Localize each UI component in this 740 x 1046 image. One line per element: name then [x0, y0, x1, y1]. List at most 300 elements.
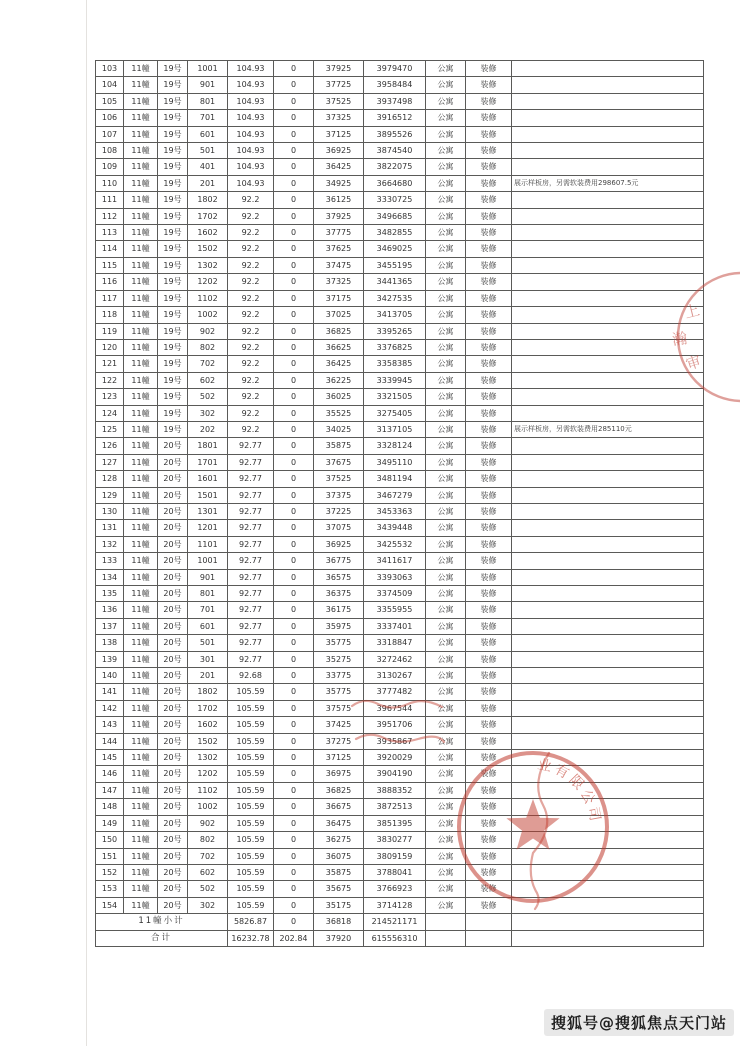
table-row: [96, 766, 704, 782]
cell-use: 公寓: [426, 61, 466, 77]
cell-building: 11幢: [124, 274, 158, 290]
cell-price: 36275: [314, 832, 364, 848]
cell-total: 3441365: [364, 274, 426, 290]
cell-note: [512, 323, 704, 339]
table-row: [96, 700, 704, 716]
cell-note: [512, 832, 704, 848]
cell-building: 11幢: [124, 618, 158, 634]
cell-price: 37725: [314, 77, 364, 93]
cell-note: [512, 339, 704, 355]
cell-price: 36025: [314, 389, 364, 405]
cell: 36818: [314, 914, 364, 930]
cell-room: 301: [188, 651, 228, 667]
cell-total: 3393063: [364, 569, 426, 585]
cell-room: 1002: [188, 799, 228, 815]
cell-total: 3967544: [364, 700, 426, 716]
cell-unit: 20号: [158, 881, 188, 897]
cell-price: 37675: [314, 454, 364, 470]
cell-zero: 0: [274, 536, 314, 552]
cell-use: 公寓: [426, 503, 466, 519]
cell-total: 3809159: [364, 848, 426, 864]
cell-zero: 0: [274, 832, 314, 848]
cell-zero: 0: [274, 799, 314, 815]
cell-no: 110: [96, 175, 124, 191]
cell-note: [512, 192, 704, 208]
cell-room: 502: [188, 389, 228, 405]
cell-unit: 20号: [158, 569, 188, 585]
cell-no: 136: [96, 602, 124, 618]
cell-area: 92.77: [228, 536, 274, 552]
scan-edge-line: [86, 0, 87, 1046]
cell-area: 105.59: [228, 799, 274, 815]
cell: 5826.87: [228, 914, 274, 930]
cell-total: 3777482: [364, 684, 426, 700]
cell-no: 146: [96, 766, 124, 782]
cell-zero: 0: [274, 635, 314, 651]
cell-price: 36125: [314, 192, 364, 208]
cell-price: 35175: [314, 897, 364, 913]
cell-area: 92.2: [228, 274, 274, 290]
cell-room: 1501: [188, 487, 228, 503]
cell-fit: 装修: [466, 536, 512, 552]
cell-area: 92.2: [228, 225, 274, 241]
cell-room: 602: [188, 372, 228, 388]
cell-price: 35525: [314, 405, 364, 421]
cell-no: 140: [96, 668, 124, 684]
cell-area: 92.77: [228, 487, 274, 503]
cell-building: 11幢: [124, 503, 158, 519]
cell-zero: 0: [274, 766, 314, 782]
cell-room: 1502: [188, 733, 228, 749]
cell-price: 37525: [314, 471, 364, 487]
cell-price: 37225: [314, 503, 364, 519]
cell-area: 92.2: [228, 290, 274, 306]
cell-price: 37475: [314, 257, 364, 273]
cell-total: 3951706: [364, 717, 426, 733]
cell-building: 11幢: [124, 454, 158, 470]
cell-room: 1702: [188, 700, 228, 716]
cell-room: 1802: [188, 684, 228, 700]
cell-total: 3339945: [364, 372, 426, 388]
cell-note: [512, 389, 704, 405]
subtotal-row: [96, 914, 704, 930]
cell-zero: 0: [274, 356, 314, 372]
cell-no: 150: [96, 832, 124, 848]
cell-room: 601: [188, 126, 228, 142]
cell-price: 35675: [314, 881, 364, 897]
cell-fit: 装修: [466, 487, 512, 503]
cell: 11幢小计: [96, 914, 228, 930]
cell-no: 152: [96, 864, 124, 880]
cell-use: 公寓: [426, 225, 466, 241]
cell-zero: 0: [274, 405, 314, 421]
cell-note: [512, 602, 704, 618]
cell-no: 144: [96, 733, 124, 749]
cell-no: 121: [96, 356, 124, 372]
cell-note: [512, 586, 704, 602]
cell-note: [512, 717, 704, 733]
cell-area: 104.93: [228, 175, 274, 191]
cell-unit: 19号: [158, 208, 188, 224]
cell-price: 37325: [314, 274, 364, 290]
cell-fit: 装修: [466, 569, 512, 585]
cell-price: 37125: [314, 126, 364, 142]
cell-fit: 装修: [466, 684, 512, 700]
cell-fit: 装修: [466, 77, 512, 93]
cell-fit: 装修: [466, 700, 512, 716]
cell-total: 3355955: [364, 602, 426, 618]
cell-building: 11幢: [124, 159, 158, 175]
cell-area: 92.77: [228, 553, 274, 569]
cell-zero: 0: [274, 487, 314, 503]
cell-unit: 20号: [158, 684, 188, 700]
cell-zero: 0: [274, 750, 314, 766]
cell-no: 143: [96, 717, 124, 733]
cell-note: [512, 684, 704, 700]
cell-total: 3496685: [364, 208, 426, 224]
cell-fit: 装修: [466, 635, 512, 651]
cell-note: [512, 864, 704, 880]
cell-use: 公寓: [426, 750, 466, 766]
cell-note: [512, 799, 704, 815]
cell-total: 3374509: [364, 586, 426, 602]
cell-note: [512, 750, 704, 766]
cell-total: 3766923: [364, 881, 426, 897]
cell-price: 37275: [314, 733, 364, 749]
cell-unit: 20号: [158, 618, 188, 634]
cell-fit: 装修: [466, 143, 512, 159]
cell-room: 1302: [188, 750, 228, 766]
cell-zero: 0: [274, 569, 314, 585]
cell-unit: 20号: [158, 864, 188, 880]
table-row: [96, 208, 704, 224]
cell-unit: 20号: [158, 536, 188, 552]
cell-zero: 0: [274, 618, 314, 634]
cell-use: 公寓: [426, 536, 466, 552]
cell-zero: 0: [274, 110, 314, 126]
cell-price: 37575: [314, 700, 364, 716]
price-table-body: [96, 61, 704, 947]
cell-total: 3469025: [364, 241, 426, 257]
cell-room: 1302: [188, 257, 228, 273]
cell-use: 公寓: [426, 274, 466, 290]
table-row: [96, 848, 704, 864]
cell-building: 11幢: [124, 389, 158, 405]
cell-no: 137: [96, 618, 124, 634]
cell-zero: 0: [274, 586, 314, 602]
cell-area: 92.2: [228, 389, 274, 405]
cell-use: 公寓: [426, 782, 466, 798]
cell-use: 公寓: [426, 290, 466, 306]
cell-fit: 装修: [466, 618, 512, 634]
table-row: [96, 503, 704, 519]
cell-price: 36775: [314, 553, 364, 569]
cell-total: 3411617: [364, 553, 426, 569]
cell-building: 11幢: [124, 832, 158, 848]
table-row: [96, 110, 704, 126]
cell-area: 105.59: [228, 750, 274, 766]
cell-no: 109: [96, 159, 124, 175]
cell-no: 107: [96, 126, 124, 142]
cell-building: 11幢: [124, 61, 158, 77]
cell-unit: 19号: [158, 61, 188, 77]
cell-unit: 20号: [158, 520, 188, 536]
cell-room: 302: [188, 897, 228, 913]
cell-total: 3664680: [364, 175, 426, 191]
cell-fit: 装修: [466, 651, 512, 667]
cell-use: 公寓: [426, 241, 466, 257]
cell-room: 901: [188, 569, 228, 585]
cell-fit: 装修: [466, 405, 512, 421]
cell-area: 105.59: [228, 832, 274, 848]
cell-no: 142: [96, 700, 124, 716]
cell-building: 11幢: [124, 586, 158, 602]
cell-zero: 0: [274, 651, 314, 667]
cell-price: 35875: [314, 864, 364, 880]
cell-total: 3895526: [364, 126, 426, 142]
cell-unit: 20号: [158, 635, 188, 651]
cell-room: 902: [188, 815, 228, 831]
cell-note: [512, 257, 704, 273]
cell-price: 35775: [314, 684, 364, 700]
cell-total: 3272462: [364, 651, 426, 667]
table-row: [96, 192, 704, 208]
cell-building: 11幢: [124, 651, 158, 667]
table-row: [96, 61, 704, 77]
table-row: [96, 782, 704, 798]
cell-total: 3937498: [364, 93, 426, 109]
cell-unit: 19号: [158, 77, 188, 93]
cell-price: 36575: [314, 569, 364, 585]
cell-total: 3872513: [364, 799, 426, 815]
table-row: [96, 536, 704, 552]
cell-use: 公寓: [426, 717, 466, 733]
cell-no: 114: [96, 241, 124, 257]
cell-area: 92.77: [228, 651, 274, 667]
cell-total: 3358385: [364, 356, 426, 372]
cell-unit: 19号: [158, 290, 188, 306]
cell-use: 公寓: [426, 339, 466, 355]
table-row: [96, 225, 704, 241]
cell-no: 153: [96, 881, 124, 897]
cell-zero: 0: [274, 700, 314, 716]
cell-area: 92.2: [228, 372, 274, 388]
cell-unit: 19号: [158, 421, 188, 437]
cell-building: 11幢: [124, 225, 158, 241]
cell-building: 11幢: [124, 471, 158, 487]
cell-room: 601: [188, 618, 228, 634]
cell-total: 3439448: [364, 520, 426, 536]
cell-no: 151: [96, 848, 124, 864]
cell-fit: 装修: [466, 438, 512, 454]
grand-total-row: [96, 930, 704, 946]
cell-total: 3822075: [364, 159, 426, 175]
cell-unit: 19号: [158, 175, 188, 191]
cell-use: 公寓: [426, 487, 466, 503]
table-row: [96, 602, 704, 618]
cell-building: 11幢: [124, 241, 158, 257]
cell-total: 3916512: [364, 110, 426, 126]
cell-zero: 0: [274, 61, 314, 77]
cell-fit: 装修: [466, 307, 512, 323]
cell-unit: 20号: [158, 799, 188, 815]
cell-building: 11幢: [124, 356, 158, 372]
cell-use: 公寓: [426, 110, 466, 126]
cell-building: 11幢: [124, 405, 158, 421]
cell-total: 3330725: [364, 192, 426, 208]
cell-area: 92.2: [228, 339, 274, 355]
cell-price: 33775: [314, 668, 364, 684]
cell-zero: 0: [274, 77, 314, 93]
cell-building: 11幢: [124, 372, 158, 388]
cell-unit: 20号: [158, 815, 188, 831]
cell-zero: 0: [274, 897, 314, 913]
cell-unit: 19号: [158, 356, 188, 372]
cell-note: [512, 454, 704, 470]
seal-ring-text: 业有限公司: [535, 756, 604, 826]
cell-note: [512, 356, 704, 372]
cell-use: 公寓: [426, 454, 466, 470]
cell: [426, 914, 466, 930]
cell-area: 92.77: [228, 438, 274, 454]
cell-no: 127: [96, 454, 124, 470]
cell-room: 1801: [188, 438, 228, 454]
table-row: [96, 668, 704, 684]
cell: 16232.78: [228, 930, 274, 946]
table-row: [96, 454, 704, 470]
cell-zero: 0: [274, 290, 314, 306]
cell-total: 3337401: [364, 618, 426, 634]
cell-use: 公寓: [426, 668, 466, 684]
cell-unit: 20号: [158, 832, 188, 848]
cell-room: 1202: [188, 766, 228, 782]
cell-note: [512, 307, 704, 323]
cell-area: 104.93: [228, 61, 274, 77]
cell-total: 3920029: [364, 750, 426, 766]
cell-note: [512, 77, 704, 93]
cell-note: [512, 700, 704, 716]
cell-area: 105.59: [228, 717, 274, 733]
edge-seal-char-1: 上: [682, 300, 702, 322]
cell-building: 11幢: [124, 438, 158, 454]
cell-note: [512, 110, 704, 126]
cell-no: 149: [96, 815, 124, 831]
cell-area: 105.59: [228, 733, 274, 749]
cell-note: [512, 290, 704, 306]
cell-price: 37175: [314, 290, 364, 306]
cell-total: 3425532: [364, 536, 426, 552]
cell-unit: 20号: [158, 471, 188, 487]
cell-unit: 19号: [158, 225, 188, 241]
cell-area: 92.77: [228, 569, 274, 585]
cell-fit: 装修: [466, 454, 512, 470]
cell-unit: 19号: [158, 307, 188, 323]
cell-fit: 装修: [466, 668, 512, 684]
cell-area: 105.59: [228, 881, 274, 897]
cell-price: 36225: [314, 372, 364, 388]
cell-fit: 装修: [466, 61, 512, 77]
table-row: [96, 77, 704, 93]
cell-price: 36175: [314, 602, 364, 618]
cell-zero: 0: [274, 668, 314, 684]
cell-zero: 0: [274, 438, 314, 454]
cell-unit: 19号: [158, 143, 188, 159]
cell-room: 602: [188, 864, 228, 880]
cell-unit: 19号: [158, 93, 188, 109]
cell-fit: 装修: [466, 208, 512, 224]
cell: 214521171: [364, 914, 426, 930]
table-row: [96, 389, 704, 405]
cell-no: 122: [96, 372, 124, 388]
cell-unit: 20号: [158, 438, 188, 454]
table-row: [96, 421, 704, 437]
cell-building: 11幢: [124, 717, 158, 733]
table-row: [96, 257, 704, 273]
cell-total: 3376825: [364, 339, 426, 355]
cell-no: 106: [96, 110, 124, 126]
cell-unit: 20号: [158, 602, 188, 618]
cell-room: 1102: [188, 290, 228, 306]
cell-room: 1102: [188, 782, 228, 798]
cell-no: 123: [96, 389, 124, 405]
cell-area: 92.2: [228, 241, 274, 257]
cell-area: 105.59: [228, 815, 274, 831]
cell: [466, 914, 512, 930]
cell-zero: 0: [274, 503, 314, 519]
cell-room: 302: [188, 405, 228, 421]
cell-no: 141: [96, 684, 124, 700]
cell-zero: 0: [274, 864, 314, 880]
cell-unit: 20号: [158, 487, 188, 503]
cell-unit: 20号: [158, 897, 188, 913]
cell-room: 902: [188, 323, 228, 339]
cell-no: 117: [96, 290, 124, 306]
table-row: [96, 717, 704, 733]
cell-use: 公寓: [426, 586, 466, 602]
cell-no: 147: [96, 782, 124, 798]
cell-room: 901: [188, 77, 228, 93]
cell-zero: 0: [274, 126, 314, 142]
cell-total: 3904190: [364, 766, 426, 782]
cell-note: [512, 897, 704, 913]
cell-building: 11幢: [124, 77, 158, 93]
cell-use: 公寓: [426, 635, 466, 651]
cell-price: 37425: [314, 717, 364, 733]
cell-note: [512, 553, 704, 569]
cell-fit: 装修: [466, 733, 512, 749]
cell-no: 138: [96, 635, 124, 651]
cell-fit: 装修: [466, 717, 512, 733]
cell-room: 1001: [188, 61, 228, 77]
cell-room: 401: [188, 159, 228, 175]
cell-use: 公寓: [426, 553, 466, 569]
cell-total: 3275405: [364, 405, 426, 421]
cell-use: 公寓: [426, 700, 466, 716]
cell-zero: 0: [274, 175, 314, 191]
cell-zero: 0: [274, 553, 314, 569]
cell-area: 92.2: [228, 323, 274, 339]
cell-building: 11幢: [124, 175, 158, 191]
cell-price: 37025: [314, 307, 364, 323]
cell-fit: 装修: [466, 159, 512, 175]
cell-zero: 0: [274, 143, 314, 159]
table-row: [96, 241, 704, 257]
cell-use: 公寓: [426, 881, 466, 897]
cell-room: 202: [188, 421, 228, 437]
cell-zero: 0: [274, 684, 314, 700]
cell-unit: 20号: [158, 848, 188, 864]
cell-area: 92.77: [228, 635, 274, 651]
